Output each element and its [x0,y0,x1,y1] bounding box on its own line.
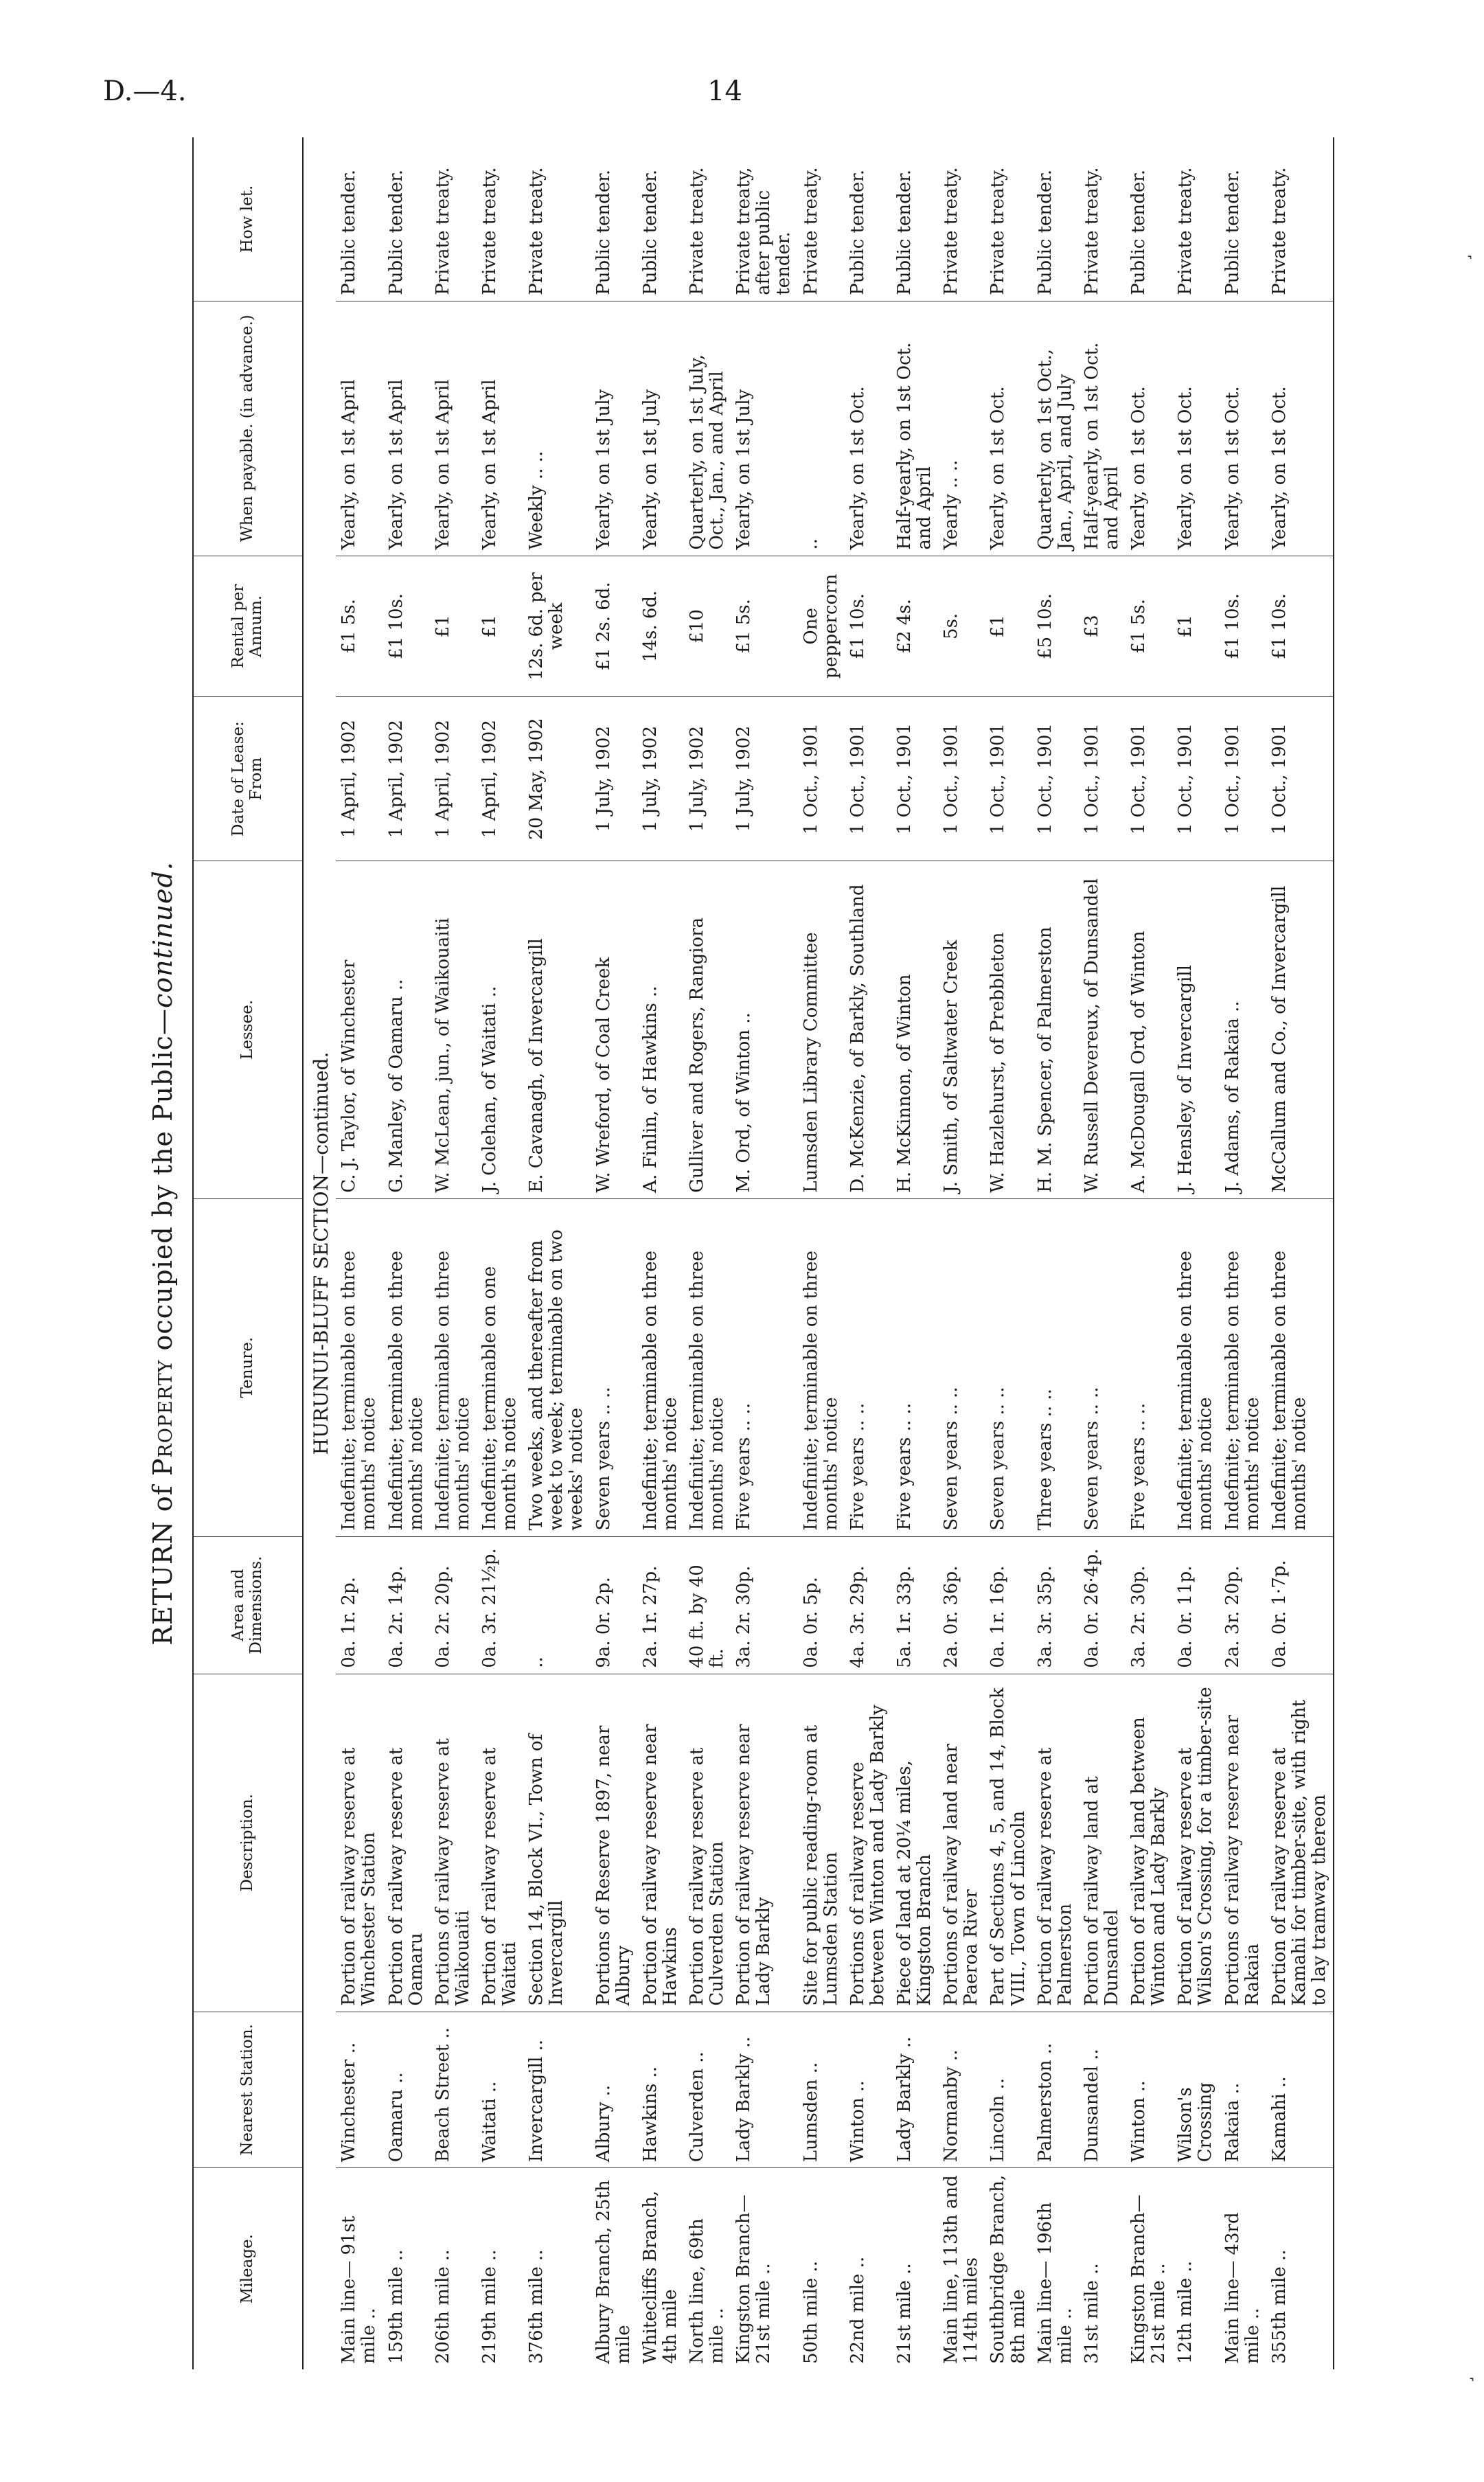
cell-station: Lady Barkly .. [731,2012,797,2168]
cell-area: 0a. 1r. 16p. [985,1536,1031,1674]
cell-how-let: Public tender. [847,169,868,295]
cell-date: 1 Oct., 1901 [1266,697,1334,861]
cell-how-let: Public tender. [893,169,915,295]
margin-mark: ˺ [1466,251,1473,275]
cell-description: Portion of railway reserve at Winchester Station [336,1674,383,2012]
cell-date: 1 July, 1902 [591,697,637,861]
cell-tenure: Indefinite; terminable on three months' notice [383,1198,430,1536]
title-property: Property [148,1359,178,1477]
cell-mileage: 206th mile .. [430,2168,477,2369]
table-row [336,137,383,2369]
cell-station: Kamahi .. [1266,2012,1334,2168]
table-row [891,137,938,2369]
cell-date: 1 July, 1902 [731,697,797,861]
table-row [637,137,684,2369]
cell-station: Wilson's Crossing [1172,2012,1219,2168]
cell-lessee: C. J. Taylor, of Winchester [336,861,383,1198]
cell-when-payable: Yearly, on 1st Oct. [985,301,1031,556]
cell-area: 0a. 0r. 1·7p. [1266,1536,1334,1674]
cell-when-payable: Quarterly, on 1st Oct., Jan., April, and July [1032,301,1079,556]
cell-station: Lumsden .. [798,2012,845,2168]
cell-station: Albury .. [591,2012,637,2168]
cell-tenure: Indefinite; terminable on three months' notice [798,1198,845,1536]
cell-how-let: Private treaty. [432,167,453,295]
cell-how-let: Private treaty. [988,167,1009,295]
cell-tenure: Five years .. .. [845,1198,891,1536]
cell-description: Portions of railway reserve near Rakaia [1220,1674,1266,2012]
table-row [1032,137,1079,2369]
cell-rental: £1 [430,556,477,697]
cell-station: Palmerston .. [1032,2012,1079,2168]
cell-date: 1 Oct., 1901 [845,697,891,861]
cell-when-payable: Yearly, on 1st Oct. [1126,301,1172,556]
cell-area: 3a. 3r. 35p. [1032,1536,1079,1674]
cell-area: 0a. 0r. 11p. [1172,1536,1219,1674]
cell-mileage: 22nd mile .. [845,2168,891,2369]
cell-mileage: North line, 69th mile .. [684,2168,731,2369]
cell-lessee: A. McDougall Ord, of Winton [1126,861,1172,1198]
cell-when-payable: Yearly, on 1st April [477,301,523,556]
cell-how-let: Public tender. [339,169,360,295]
cell-tenure: Seven years .. .. [591,1198,637,1536]
cell-mileage: Southbridge Branch, 8th mile [985,2168,1031,2369]
cell-rental: £1 5s. [1126,556,1172,697]
cell-how-let: Private treaty, after public tender. [733,167,795,295]
cell-lessee: D. McKenzie, of Barkly, Southland [845,861,891,1198]
cell-when-payable: Yearly, on 1st Oct. [845,301,891,556]
cell-how-let: Public tender. [639,169,661,295]
cell-description: Portion of railway reserve near Lady Barkly [731,1674,797,2012]
cell-station: Winton .. [1126,2012,1172,2168]
cell-rental: 12s. 6d. per week [523,556,590,697]
cell-area: 40 ft. by 40 ft. [684,1536,731,1674]
col-tenure: Tenure. [193,1198,303,1536]
cell-lessee: W. Russell Devereux, of Dunsandel [1079,861,1126,1198]
cell-lessee: A. Finlin, of Hawkins .. [637,861,684,1198]
cell-tenure: Indefinite; terminable on three months' notice [1220,1198,1266,1536]
cell-tenure: Five years .. .. [731,1198,797,1536]
cell-station: Hawkins .. [637,2012,684,2168]
cell-mileage: 159th mile .. [383,2168,430,2369]
cell-mileage: 21st mile .. [891,2168,938,2369]
table-row [684,137,731,2369]
property-return-table [192,137,1334,2369]
cell-mileage: Main line, 113th and 114th miles [938,2168,985,2369]
cell-description: Portions of railway reserve at Waikouaiti [430,1674,477,2012]
table-row [1079,137,1126,2369]
cell-area: 5a. 1r. 33p. [891,1536,938,1674]
cell-description: Section 14, Block VI., Town of Invercargill [523,1674,590,2012]
cell-mileage: 12th mile .. [1172,2168,1219,2369]
document-reference: D.—4. [103,76,187,107]
cell-when-payable: Weekly .. .. [523,301,590,556]
cell-rental: One peppercorn [798,556,845,697]
cell-when-payable: Yearly, on 1st July [591,301,637,556]
cell-area: 3a. 2r. 30p. [731,1536,797,1674]
cell-lessee: J. Hensley, of Invercargill [1172,861,1219,1198]
col-rental: Rental per Annum. [193,556,303,697]
table-row [938,137,985,2369]
cell-area: .. [523,1536,590,1674]
cell-area: 9a. 0r. 2p. [591,1536,637,1674]
cell-description: Portion of railway reserve at Palmerston [1032,1674,1079,2012]
cell-area: 0a. 2r. 14p. [383,1536,430,1674]
cell-station: Waitati .. [477,2012,523,2168]
cell-how-let: Public tender. [1128,169,1150,295]
margin-mark: ˺ [1468,2373,1475,2397]
cell-date: 1 July, 1902 [637,697,684,861]
cell-lessee: McCallum and Co., of Invercargill [1266,861,1334,1198]
cell-lessee: W. McLean, jun., of Waikouaiti [430,861,477,1198]
cell-description: Portion of railway land at Dunsandel [1079,1674,1126,2012]
cell-lessee: E. Cavanagh, of Invercargill [523,861,590,1198]
cell-tenure: Indefinite; terminable on three months' notice [336,1198,383,1536]
col-lessee: Lessee. [193,861,303,1198]
col-mileage: Mileage. [193,2168,303,2369]
table-title [148,137,178,2369]
cell-date: 1 April, 1902 [336,697,383,861]
table-body [303,137,1334,2369]
cell-rental: £1 10s. [383,556,430,697]
cell-how-let: Public tender. [1034,169,1055,295]
cell-tenure: Five years .. .. [1126,1198,1172,1536]
cell-station: Winton .. [845,2012,891,2168]
cell-description: Portion of railway reserve at Kamahi for timber-site, with right to lay tramway thereon [1266,1674,1334,2012]
cell-station: Culverden .. [684,2012,731,2168]
cell-rental: £1 [1172,556,1219,697]
cell-tenure: Seven years .. .. [938,1198,985,1536]
cell-tenure: Five years .. .. [891,1198,938,1536]
table-row [1126,137,1172,2369]
cell-description: Portions of railway land near Paeroa River [938,1674,985,2012]
cell-how-let: Private treaty. [1081,167,1102,295]
table-row [1220,137,1266,2369]
cell-rental: £1 2s. 6d. [591,556,637,697]
cell-lessee: J. Smith, of Saltwater Creek [938,861,985,1198]
table-row [523,137,590,2369]
cell-date: 1 Oct., 1901 [1079,697,1126,861]
cell-when-payable: Yearly, on 1st July [731,301,797,556]
section-heading-row [303,137,336,2369]
cell-date: 1 Oct., 1901 [1126,697,1172,861]
cell-area: 0a. 1r. 2p. [336,1536,383,1674]
rotated-table-page [110,137,1380,2369]
cell-mileage: 376th mile .. [523,2168,590,2369]
cell-description: Portion of railway reserve near Hawkins [637,1674,684,2012]
cell-mileage: Main line— 196th mile .. [1032,2168,1079,2369]
title-suffix: continued. [148,861,178,1009]
col-description: Description. [193,1674,303,2012]
cell-mileage: Main line— 43rd mile .. [1220,2168,1266,2369]
page-number: 14 [707,76,742,107]
cell-tenure: Indefinite; terminable on one month's notice [477,1198,523,1536]
cell-description: Portion of railway reserve at Culverden Station [684,1674,731,2012]
cell-description: Portion of railway reserve at Oamaru [383,1674,430,2012]
cell-how-let: Private treaty. [1175,167,1196,295]
cell-area: 2a. 0r. 36p. [938,1536,985,1674]
cell-rental: £1 [477,556,523,697]
cell-when-payable: Yearly, on 1st April [383,301,430,556]
cell-tenure: Indefinite; terminable on three months' notice [684,1198,731,1536]
cell-area: 2a. 1r. 27p. [637,1536,684,1674]
cell-area: 0a. 3r. 21½p. [477,1536,523,1674]
cell-station: Lady Barkly .. [891,2012,938,2168]
cell-rental: £1 10s. [845,556,891,697]
cell-when-payable: Yearly, on 1st April [430,301,477,556]
cell-tenure: Two weeks, and thereafter from week to week; terminable on two weeks' notice [523,1198,590,1536]
cell-when-payable: Yearly, on 1st July [637,301,684,556]
cell-how-let: Private treaty. [1266,137,1334,301]
cell-mileage: Albury Branch, 25th mile [591,2168,637,2369]
cell-lessee: M. Ord, of Winton .. [731,861,797,1198]
cell-tenure: Seven years .. .. [1079,1198,1126,1536]
cell-mileage: Kingston Branch— 21st mile .. [731,2168,797,2369]
col-nearest-station: Nearest Station. [193,2012,303,2168]
cell-how-let: Public tender. [1222,169,1243,295]
cell-date: 1 Oct., 1901 [938,697,985,861]
cell-mileage: Whitecliffs Branch, 4th mile [637,2168,684,2369]
section-heading: HURUNUI-BLUFF SECTION—continued. [310,1051,332,1455]
table-row [1172,137,1219,2369]
table-row [477,137,523,2369]
cell-when-payable: Yearly .. .. [938,301,985,556]
cell-tenure: Indefinite; terminable on three months' notice [1172,1198,1219,1536]
cell-area: 0a. 2r. 20p. [430,1536,477,1674]
cell-description: Portions of Reserve 1897, near Albury [591,1674,637,2012]
cell-description: Site for public reading-room at Lumsden Station [798,1674,845,2012]
cell-lessee: W. Hazlehurst, of Prebbleton [985,861,1031,1198]
cell-station: Dunsandel .. [1079,2012,1126,2168]
title-prefix: RETURN of [148,1485,178,1646]
cell-station: Oamaru .. [383,2012,430,2168]
cell-station: Winchester .. [336,2012,383,2168]
table-row [591,137,637,2369]
cell-date: 1 April, 1902 [477,697,523,861]
cell-tenure: Indefinite; terminable on three months' notice [1266,1198,1334,1536]
title-main: occupied by the Public— [148,1008,178,1351]
cell-lessee: G. Manley, of Oamaru .. [383,861,430,1198]
cell-description: Portion of railway land between Winton and Lady Barkly [1126,1674,1172,2012]
cell-when-payable: Yearly, on 1st April [336,301,383,556]
cell-lessee: J. Colehan, of Waitati .. [477,861,523,1198]
table-row [383,137,430,2369]
col-when-payable: When payable. (in advance.) [193,301,303,556]
cell-date: 1 April, 1902 [383,697,430,861]
cell-how-let: Private treaty. [800,167,821,295]
cell-when-payable: Yearly, on 1st Oct. [1172,301,1219,556]
cell-area: 3a. 2r. 30p. [1126,1536,1172,1674]
table-row [985,137,1031,2369]
cell-lessee: H. McKinnon, of Winton [891,861,938,1198]
cell-date: 1 Oct., 1901 [1172,697,1219,861]
cell-how-let: Public tender. [593,169,614,295]
cell-mileage: 355th mile .. [1266,2168,1334,2369]
cell-date: 1 Oct., 1901 [1032,697,1079,861]
table-row [731,137,797,2369]
cell-rental: £10 [684,556,731,697]
cell-description: Piece of land at 20¼ miles, Kingston Branch [891,1674,938,2012]
cell-lessee: J. Adams, of Rakaia .. [1220,861,1266,1198]
cell-date: 1 Oct., 1901 [985,697,1031,861]
cell-area: 0a. 0r. 26·4p. [1079,1536,1126,1674]
cell-station: Normanby .. [938,2012,985,2168]
cell-mileage: Main line— 91st mile .. [336,2168,383,2369]
col-area: Area and Dimensions. [193,1536,303,1674]
cell-how-let: Private treaty. [526,167,547,295]
cell-lessee: H. M. Spencer, of Palmerston [1032,861,1079,1198]
cell-station: Invercargill .. [523,2012,590,2168]
cell-lessee: Lumsden Library Committee [798,861,845,1198]
cell-when-payable: .. [798,301,845,556]
cell-mileage: 219th mile .. [477,2168,523,2369]
cell-how-let: Private treaty. [687,167,707,295]
cell-tenure: Three years .. .. [1032,1198,1079,1536]
cell-rental: 5s. [938,556,985,697]
cell-description: Portion of railway reserve at Waitati [477,1674,523,2012]
col-date: Date of Lease: From [193,697,303,861]
cell-area: 4a. 3r. 29p. [845,1536,891,1674]
cell-when-payable: Half-yearly, on 1st Oct. and April [1079,301,1126,556]
cell-description: Portion of railway reserve at Wilson's Crossing, for a timber-site [1172,1674,1219,2012]
cell-mileage: 50th mile .. [798,2168,845,2369]
table-row [798,137,845,2369]
cell-rental: £1 5s. [336,556,383,697]
cell-how-let: Public tender. [385,169,407,295]
cell-how-let: Private treaty. [479,167,501,295]
cell-date: 1 April, 1902 [430,697,477,861]
cell-date: 1 Oct., 1901 [798,697,845,861]
header-row [193,137,303,2369]
cell-station: Beach Street .. [430,2012,477,2168]
cell-rental: 14s. 6d. [637,556,684,697]
cell-rental: £1 5s. [731,556,797,697]
cell-rental: £5 10s. [1032,556,1079,697]
cell-rental: £2 4s. [891,556,938,697]
cell-station: Rakaia .. [1220,2012,1266,2168]
cell-rental: £1 10s. [1266,556,1334,697]
cell-lessee: Gulliver and Rogers, Rangiora [684,861,731,1198]
cell-date: 1 Oct., 1901 [1220,697,1266,861]
cell-rental: £1 [985,556,1031,697]
table-row [430,137,477,2369]
cell-tenure: Indefinite; terminable on three months' notice [637,1198,684,1536]
cell-when-payable: Half-yearly, on 1st Oct. and April [891,301,938,556]
cell-rental: £3 [1079,556,1126,697]
cell-tenure: Indefinite; terminable on three months' notice [430,1198,477,1536]
cell-date: 20 May, 1902 [523,697,590,861]
cell-tenure: Seven years .. .. [985,1198,1031,1536]
cell-area: 0a. 0r. 5p. [798,1536,845,1674]
cell-rental: £1 10s. [1220,556,1266,697]
cell-description: Portions of railway reserve between Winton and Lady Barkly [845,1674,891,2012]
cell-when-payable: Yearly, on 1st Oct. [1266,301,1334,556]
cell-station: Lincoln .. [985,2012,1031,2168]
cell-date: 1 Oct., 1901 [891,697,938,861]
cell-lessee: W. Wreford, of Coal Creek [591,861,637,1198]
cell-how-let: Private treaty. [941,167,962,295]
col-how-let: How let. [193,137,303,301]
table-row [1266,137,1334,2369]
cell-description: Part of Sections 4, 5, and 14, Block VIII., Town of Lincoln [985,1674,1031,2012]
cell-area: 2a. 3r. 20p. [1220,1536,1266,1674]
cell-mileage: Kingston Branch— 21st mile .. [1126,2168,1172,2369]
cell-mileage: 31st mile .. [1079,2168,1126,2369]
cell-date: 1 July, 1902 [684,697,731,861]
cell-when-payable: Quarterly, on 1st July, Oct., Jan., and April [684,301,731,556]
cell-when-payable: Yearly, on 1st Oct. [1220,301,1266,556]
table-row [845,137,891,2369]
